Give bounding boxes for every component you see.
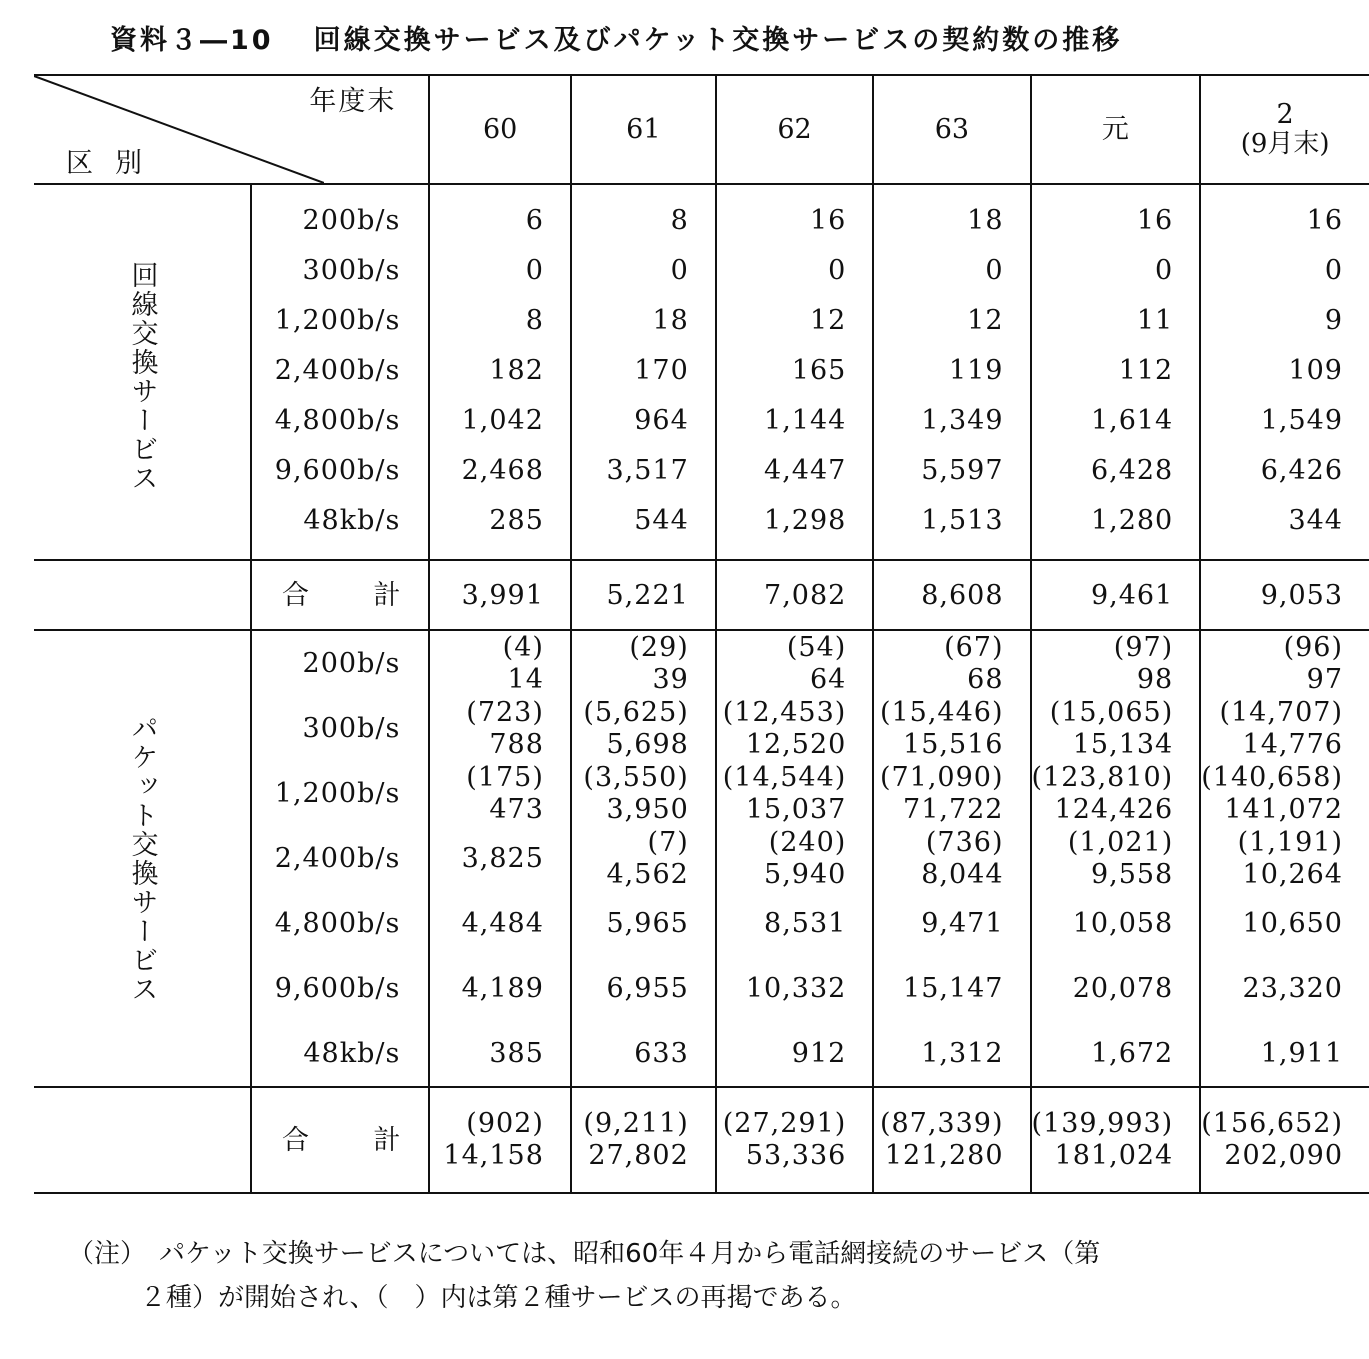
table-cell: 6,955 (571, 956, 716, 1021)
table-cell: 4,447 (716, 445, 874, 495)
table-cell: 8 (571, 184, 716, 245)
total-label: 合 計 (251, 560, 429, 630)
table-cell: 964 (571, 395, 716, 445)
table-cell: (723) 788 (429, 696, 571, 761)
packet-group-label: パケット交換サービス (34, 630, 251, 1087)
speed-label: 9,600b/s (274, 454, 401, 486)
speed-label: 200b/s (302, 204, 401, 236)
table-cell: 4,484 (429, 891, 571, 956)
table-cell: 1,513 (873, 495, 1030, 560)
table-cell: (175) 473 (429, 761, 571, 826)
table-cell: (7) 4,562 (571, 826, 716, 891)
total-cell: (9,211) 27,802 (571, 1087, 716, 1193)
table-cell: 1,280 (1031, 495, 1201, 560)
table-cell: 165 (716, 345, 874, 395)
table-cell: (5,625) 5,698 (571, 696, 716, 761)
table-cell: 9,471 (873, 891, 1030, 956)
total-cell: (87,339) 121,280 (873, 1087, 1030, 1193)
table-cell: 15,147 (873, 956, 1030, 1021)
header-row (34, 75, 1369, 184)
table-cell: 12 (873, 295, 1030, 345)
table-cell: 344 (1200, 495, 1369, 560)
table-cell: (4) 14 (429, 630, 571, 696)
corner-label-category: 区別 (66, 148, 164, 179)
packet-total-row (34, 1087, 1369, 1193)
corner-label-year-end: 年度末 (309, 86, 397, 117)
speed-label: 2,400b/s (274, 354, 401, 386)
table-cell: 912 (716, 1021, 874, 1087)
col-header-gen: 元 (1031, 75, 1201, 184)
table-cell: (736) 8,044 (873, 826, 1030, 891)
speed-label: 9,600b/s (274, 973, 401, 1004)
table-cell: (54) 64 (716, 630, 874, 696)
total-cell: (27,291) 53,336 (716, 1087, 874, 1193)
table-cell: 6,426 (1200, 445, 1369, 495)
table-cell: 119 (873, 345, 1030, 395)
table-cell: 5,965 (571, 891, 716, 956)
table-cell: 1,614 (1031, 395, 1201, 445)
footnote-line-1: （注） パケット交換サービスについては、昭和60年４月から電話網接続のサービス（第 (68, 1239, 1101, 1269)
table-cell: (14,707) 14,776 (1200, 696, 1369, 761)
contracts-table (34, 74, 1369, 1194)
total-cell: (156,652) 202,090 (1200, 1087, 1369, 1193)
table-cell: 6 (429, 184, 571, 245)
speed-label: 200b/s (302, 648, 401, 679)
table-cell: 6,428 (1031, 445, 1201, 495)
total-cell: 9,053 (1200, 560, 1369, 630)
speed-label: 4,800b/s (274, 908, 401, 939)
speed-label: 300b/s (302, 713, 401, 744)
total-label: 合 計 (251, 1087, 429, 1193)
circuit-group-label: 回線交換サービス (34, 184, 251, 560)
table-cell: 11 (1031, 295, 1201, 345)
table-cell: 12 (716, 295, 874, 345)
table-cell: 0 (429, 245, 571, 295)
col-header-2-sub: (9月末) (1240, 129, 1330, 160)
table-cell: (15,446) 15,516 (873, 696, 1030, 761)
speed-label: 48kb/s (303, 504, 401, 536)
table-cell: 1,144 (716, 395, 874, 445)
speed-label: 1,200b/s (274, 778, 401, 809)
speed-label: 48kb/s (303, 1038, 401, 1069)
title-code: 資料３―10 (110, 25, 274, 56)
table-cell: 170 (571, 345, 716, 395)
table-cell: 18 (571, 295, 716, 345)
table-cell: 10,650 (1200, 891, 1369, 956)
page-title (110, 18, 1350, 57)
table-row (34, 630, 1369, 696)
col-header-61: 61 (571, 75, 716, 184)
table-cell: 1,349 (873, 395, 1030, 445)
table-cell: 16 (1200, 184, 1369, 245)
table-cell: (29) 39 (571, 630, 716, 696)
table-cell: 10,058 (1031, 891, 1201, 956)
speed-label: 2,400b/s (274, 843, 401, 874)
table-cell: (3,550) 3,950 (571, 761, 716, 826)
footnote (68, 1232, 1328, 1320)
table-cell: 0 (1200, 245, 1369, 295)
table-cell: 109 (1200, 345, 1369, 395)
table-cell: 1,911 (1200, 1021, 1369, 1087)
circuit-total-row (34, 560, 1369, 630)
table-cell: (240) 5,940 (716, 826, 874, 891)
corner-cell (34, 75, 429, 184)
total-cell: 8,608 (873, 560, 1030, 630)
table-cell: (140,658) 141,072 (1200, 761, 1369, 826)
table-cell: 4,189 (429, 956, 571, 1021)
table-cell: (96) 97 (1200, 630, 1369, 696)
table-cell: 1,298 (716, 495, 874, 560)
table-cell: 3,825 (429, 826, 571, 891)
table-cell: 8 (429, 295, 571, 345)
table-cell: 0 (873, 245, 1030, 295)
table-cell: 385 (429, 1021, 571, 1087)
table-cell: 1,549 (1200, 395, 1369, 445)
col-header-62: 62 (716, 75, 874, 184)
table-cell: 23,320 (1200, 956, 1369, 1021)
title-text: 回線交換サービス及びパケット交換サービスの契約数の推移 (313, 25, 1123, 56)
table-cell: (14,544) 15,037 (716, 761, 874, 826)
table-cell: 5,597 (873, 445, 1030, 495)
table-cell: 2,468 (429, 445, 571, 495)
table-row (34, 184, 1369, 245)
table-cell: (123,810) 124,426 (1031, 761, 1201, 826)
speed-label: 300b/s (302, 254, 401, 286)
table-cell: (97) 98 (1031, 630, 1201, 696)
table-cell: 112 (1031, 345, 1201, 395)
table-cell: 544 (571, 495, 716, 560)
table-cell: 20,078 (1031, 956, 1201, 1021)
table-cell: 1,312 (873, 1021, 1030, 1087)
total-cell: (139,993) 181,024 (1031, 1087, 1201, 1193)
col-header-60: 60 (429, 75, 571, 184)
table-cell: 0 (1031, 245, 1201, 295)
table-cell: 1,672 (1031, 1021, 1201, 1087)
speed-label: 1,200b/s (274, 304, 401, 336)
table-cell: (15,065) 15,134 (1031, 696, 1201, 761)
total-cell: 7,082 (716, 560, 874, 630)
table-cell: (1,191) 10,264 (1200, 826, 1369, 891)
table-cell: 0 (716, 245, 874, 295)
table-cell: (67) 68 (873, 630, 1030, 696)
footnote-line-2: ２種）が開始され、（ ）内は第２種サービスの再掲である。 (140, 1283, 857, 1313)
table-cell: 9 (1200, 295, 1369, 345)
table-cell: (1,021) 9,558 (1031, 826, 1201, 891)
table-cell: (71,090) 71,722 (873, 761, 1030, 826)
table-cell: 285 (429, 495, 571, 560)
table-cell: 16 (1031, 184, 1201, 245)
table-cell: 0 (571, 245, 716, 295)
table-cell: 18 (873, 184, 1030, 245)
col-header-2: 2 (9月末) (1200, 75, 1369, 184)
total-cell: (902) 14,158 (429, 1087, 571, 1193)
total-cell: 5,221 (571, 560, 716, 630)
total-cell: 9,461 (1031, 560, 1201, 630)
table-cell: 3,517 (571, 445, 716, 495)
table-cell: 8,531 (716, 891, 874, 956)
table-cell: 10,332 (716, 956, 874, 1021)
total-cell: 3,991 (429, 560, 571, 630)
col-header-63: 63 (873, 75, 1030, 184)
speed-label: 4,800b/s (274, 404, 401, 436)
table-cell: 16 (716, 184, 874, 245)
table-cell: 182 (429, 345, 571, 395)
table-cell: (12,453) 12,520 (716, 696, 874, 761)
table-cell: 633 (571, 1021, 716, 1087)
table-cell: 1,042 (429, 395, 571, 445)
